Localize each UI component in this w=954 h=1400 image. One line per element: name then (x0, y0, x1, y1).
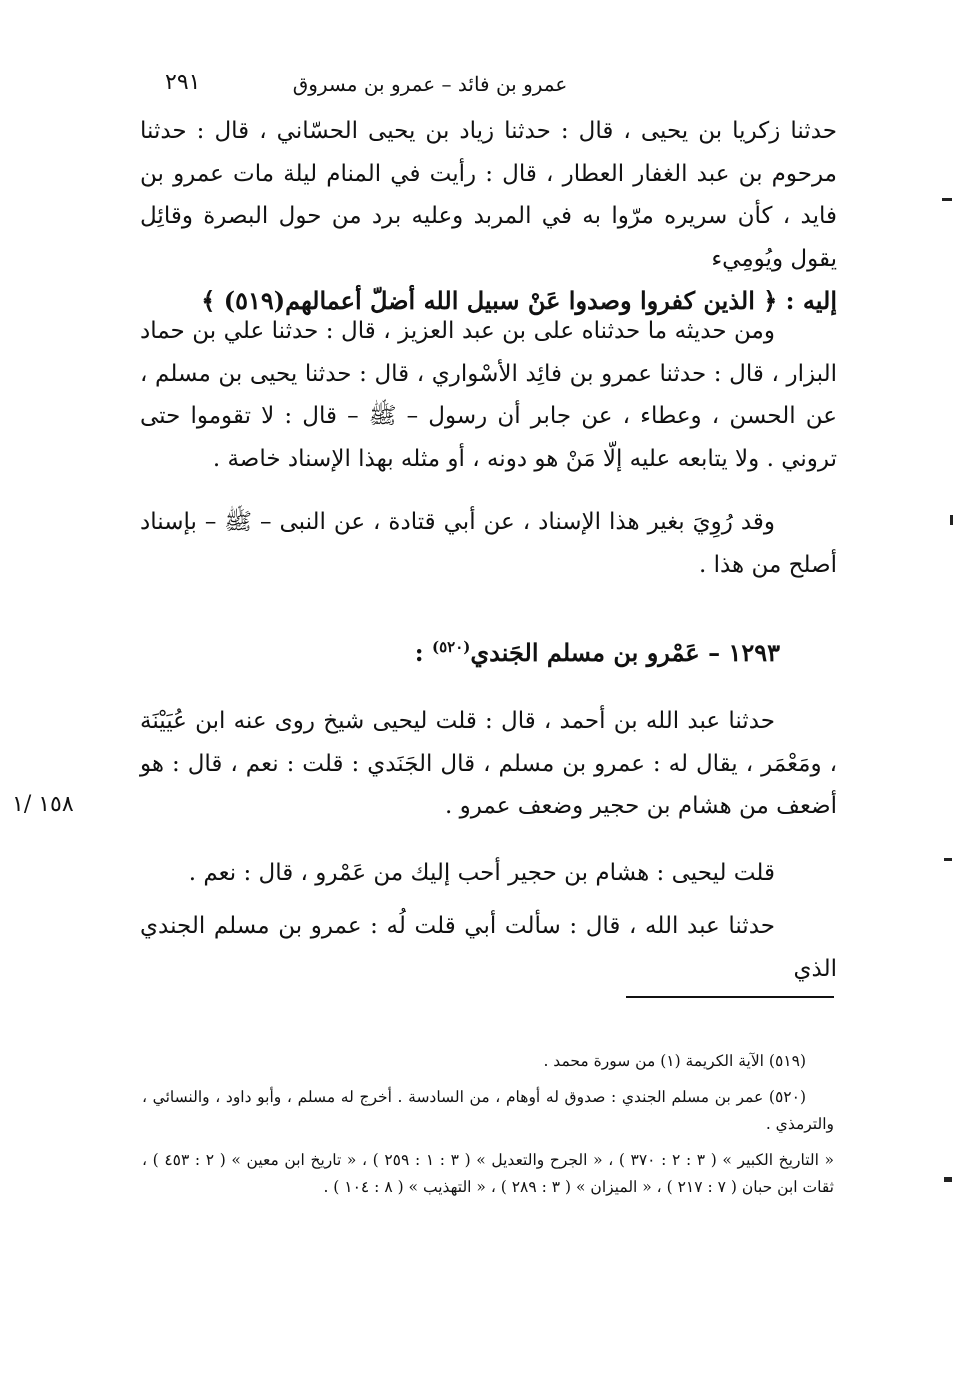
scan-edge-mark (950, 515, 953, 525)
entry-name: عَمْرو بن مسلم الجَندي (470, 638, 700, 667)
entry-colon: : (414, 638, 424, 667)
margin-manuscript-reference: ١٥٨ /١ (12, 792, 74, 817)
paragraph-text: ومن حديثه ما حدثناه على بن عبد العزيز ، قال : حدثنا علي بن حماد البزار ، قال : حدثنا عمرو بن فائِد الأسْواري ، قال : حدثنا يحيى بن مسلم ، عن الحسن ، وعطاء ، عن جابر أن رسول – ﷺ – قال : لا تقوموا حتى تروني . ولا يتابعه عليه إلّا مَنْ هو دونه ، أو مثله بهذا الإسناد خاصة . (140, 318, 837, 472)
entry-number: ١٢٩٣ (728, 638, 780, 667)
footnote-519: (٥١٩) الآية الكريمة (١) من سورة محمد . (543, 1052, 806, 1070)
scan-edge-mark (944, 858, 952, 861)
paragraph-hadith (140, 310, 837, 480)
paragraph-comparison (140, 852, 837, 895)
footnotes-section (142, 1048, 834, 1210)
paragraph-text: قلت ليحيى : هشام بن حجير أحب إليك من عَمْرو ، قال : نعم . (188, 860, 775, 886)
paragraph-yahya-question (140, 700, 837, 828)
entry-heading (330, 638, 780, 667)
paragraph-text: حدثنا عبد الله بن أحمد ، قال : قلت ليحيى شيخ روى عنه ابن عُيَيْنَة ، ومَعْمَر ، يقال له : عمرو بن مسلم ، قال الجَنَدي : قلت : نعم ، قال : هو أضعف من هشام بن حجير وضعف عمرو . (140, 708, 837, 819)
footnote-divider (626, 996, 834, 998)
scan-edge-mark (942, 198, 952, 201)
paragraph-alternate-chain (140, 501, 837, 586)
footnote-520-sources: « التاريخ الكبير » ( ٣ : ٢ : ٣٧٠ ) ، « الجرح والتعديل » ( ٣ : ١ : ٢٥٩ ) ، « تاريخ ابن معين » ( ٢ : ٤٥٣ ) ، ثقات ابن حبان ( ٧ : ٢١٧ ) ، « الميزان » ( ٣ : ٢٨٩ ) ، « التهذيب » ( ٨ : ١٠٤ ) . (142, 1151, 835, 1196)
paragraph-continuation (140, 905, 837, 990)
page-number: ٢٩١ (165, 70, 201, 95)
footnote-520: (٥٢٠) عمر بن مسلم الجندي : صدوق له أوهام ، من السادسة . أخرج له مسلم ، وأبو داود ، والنسائي ، والترمذي . (142, 1088, 834, 1133)
quran-verse-line: إليه : ﴿ الذين كفروا وصدوا عَنْ سبيل الله أضلّ أعمالهم(٥١٩) ﴾ (201, 286, 837, 315)
footnote-reference: (٥٢٠) (432, 638, 471, 656)
paragraph-text: حدثنا عبد الله ، قال : سألت أبي قلت لُه : عمرو بن مسلم الجندي الذي (140, 913, 837, 982)
running-header: عمرو بن فائد – عمرو بن مسروق (292, 72, 568, 96)
paragraph-dream-narration (140, 110, 837, 323)
scan-edge-mark (944, 1177, 952, 1182)
paragraph-text: حدثنا زكريا بن يحيى ، قال : حدثنا زياد بن يحيى الحسّاني ، قال : حدثنا مرحوم بن عبد الغفار العطار ، قال : رأيت في المنام ليلة مات عمرو بن فايد ، كأن سريره مرّوا به في المربد وعليه برد من حول البصرة وقائِل يقول ويُومِيء (140, 118, 837, 272)
entry-dash: – (708, 638, 721, 667)
paragraph-text: وقد رُوِيَ بغير هذا الإسناد ، عن أبي قتادة ، عن النبى – ﷺ – بإسناد أصلح من هذا . (140, 509, 837, 578)
